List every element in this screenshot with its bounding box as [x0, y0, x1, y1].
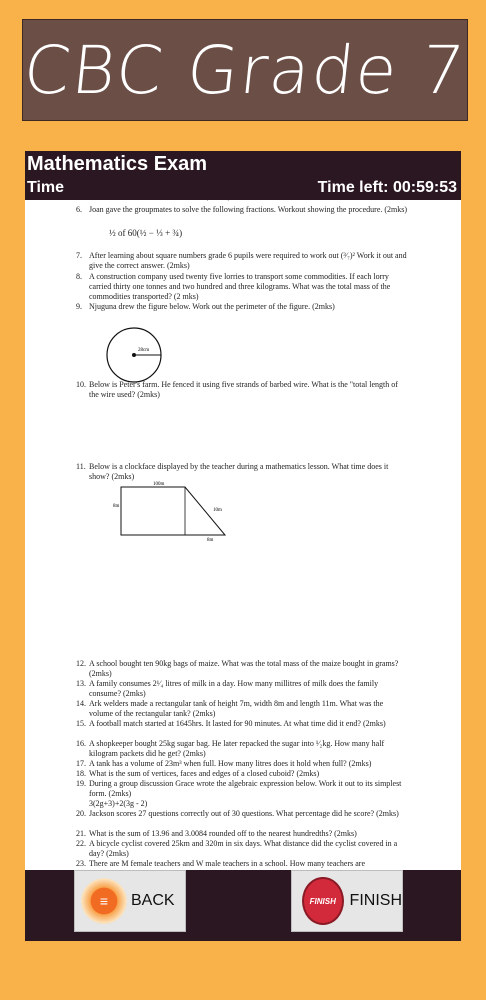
question-number: 15.	[76, 719, 86, 728]
question-number: 6.	[76, 205, 82, 214]
question-number: 17.	[76, 759, 86, 768]
question-6-expression: ½ of 60(½ − ⅓ + ¾)	[109, 228, 183, 238]
question-23	[76, 859, 409, 869]
question-20	[76, 809, 409, 819]
question-11	[76, 462, 409, 482]
app-banner	[22, 19, 468, 121]
question-number: 10.	[76, 380, 86, 389]
question-text: A family consumes 2¹⁄₄ litres of milk in a day. How many millitres of milk does the family consume? (2mks)	[89, 679, 379, 698]
question-text: Njuguna drew the figure below. Work out the perimeter of the figure. (2mks)	[89, 302, 335, 311]
back-icon: ≡	[81, 878, 127, 924]
question-text: A bicycle cyclist covered 25km and 320m in six days. What distance did the cyclist covered in a day? (2mks)	[89, 839, 398, 858]
question-number: 12.	[76, 659, 86, 668]
question-text: Jackson scores 27 questions correctly out of 30 questions. What percentage did he score? (2mks)	[89, 809, 399, 818]
question-text: What is the sum of vertices, faces and edges of a closed cuboid? (2mks)	[89, 769, 320, 778]
question-text: Ark welders made a rectangular tank of height 7m, width 8m and length 11m. What was the volume of the rectangular tank? (2mks)	[89, 699, 384, 718]
question-number: 13.	[76, 679, 86, 688]
circle-radius-label: 28cm	[138, 348, 150, 353]
question-number: 22.	[76, 839, 86, 848]
question-19	[76, 779, 409, 799]
question-15	[76, 719, 409, 729]
question-13	[76, 679, 409, 699]
finish-icon: FINISH	[302, 877, 344, 925]
question-8	[76, 272, 409, 302]
question-paper[interactable]	[25, 191, 461, 871]
question-text: Below is Peter's farm. He fenced it using five strands of barbed wire. What is the "total length of the wire used? (2mks)	[89, 380, 398, 399]
question-text: What is the sum of 13.96 and 3.0084 rounded off to the nearest hundredths? (2mks)	[89, 829, 357, 838]
question-22	[76, 839, 409, 859]
exam-panel	[25, 151, 461, 941]
question-14	[76, 699, 409, 719]
farm-bottom-label: 8m	[207, 538, 214, 543]
banner-title: CBC Grade 7	[20, 31, 470, 109]
finish-button-label: FINISH	[349, 892, 402, 909]
question-10	[76, 380, 409, 400]
question-number: 20.	[76, 809, 86, 818]
question-number: 18.	[76, 769, 86, 778]
question-text: A tank has a volume of 23m³ when full. How many litres does it hold when full? (2mks)	[89, 759, 372, 768]
question-number: 19.	[76, 779, 86, 788]
circle-figure	[105, 326, 163, 384]
question-text: Joan gave the groupmates to solve the following fractions. Workout showing the procedure. (2mks)	[89, 205, 408, 214]
question-21	[76, 829, 409, 839]
farm-figure	[115, 481, 255, 543]
time-label: Time	[27, 179, 65, 196]
back-button-label: BACK	[131, 892, 175, 909]
question-number: 21.	[76, 829, 86, 838]
question-text: After learning about square numbers grade 6 pupils were required to work out (³⁄₇)² Work it out and give the correct answer. (2mks)	[89, 251, 407, 270]
question-number: 23.	[76, 859, 86, 868]
question-text: Below is a clockface displayed by the teacher during a mathematics lesson. What time does it show? (2mks)	[89, 462, 389, 481]
question-9	[76, 302, 409, 312]
question-6	[76, 205, 409, 215]
question-text: There are M female teachers and W male teachers in a school. How many teachers are	[89, 859, 366, 868]
question-number: 14.	[76, 699, 86, 708]
question-text: A shopkeeper bought 25kg sugar bag. He later repacked the sugar into ¹⁄₂kg. How many half kilogram packets did he get? (2mks)	[89, 739, 385, 758]
question-number: 9.	[76, 302, 82, 311]
question-number: 7.	[76, 251, 82, 260]
question-number: 8.	[76, 272, 82, 281]
exam-header	[25, 151, 461, 200]
farm-left-label: 8m	[113, 504, 120, 509]
question-16	[76, 739, 409, 759]
question-text: A school bought ten 90kg bags of maize. What was the total mass of the maize bought in grams? (2mks)	[89, 659, 399, 678]
question-number: 11.	[76, 462, 86, 471]
question-text: During a group discussion Grace wrote the algebraic expression below. Work it out to its simplest form. (2mks)	[89, 779, 402, 798]
question-text: A construction company used twenty five lorries to transport some commodities. If each lorry carried thirty one tonnes and two hundred and three kilograms. What was the total mass of the commodities transported? (2 mks)	[89, 272, 391, 301]
question-18	[76, 769, 409, 779]
question-17	[76, 759, 409, 769]
exam-title: Mathematics Exam	[27, 153, 208, 175]
farm-top-label: 100m	[153, 482, 165, 487]
question-number: 16.	[76, 739, 86, 748]
time-left-counter: Time left: 00:59:53	[317, 179, 457, 196]
finish-button[interactable]	[291, 870, 403, 932]
question-19-expression: 3(2g+3)+2(3g - 2)	[89, 799, 148, 808]
question-7	[76, 251, 409, 271]
question-12	[76, 659, 409, 679]
exam-footer	[25, 870, 461, 941]
question-text: A football match started at 1645hrs. It lasted for 90 minutes. At what time did it end? (2mks)	[89, 719, 386, 728]
back-button[interactable]	[74, 870, 186, 932]
farm-right-label: 10m	[213, 508, 222, 513]
